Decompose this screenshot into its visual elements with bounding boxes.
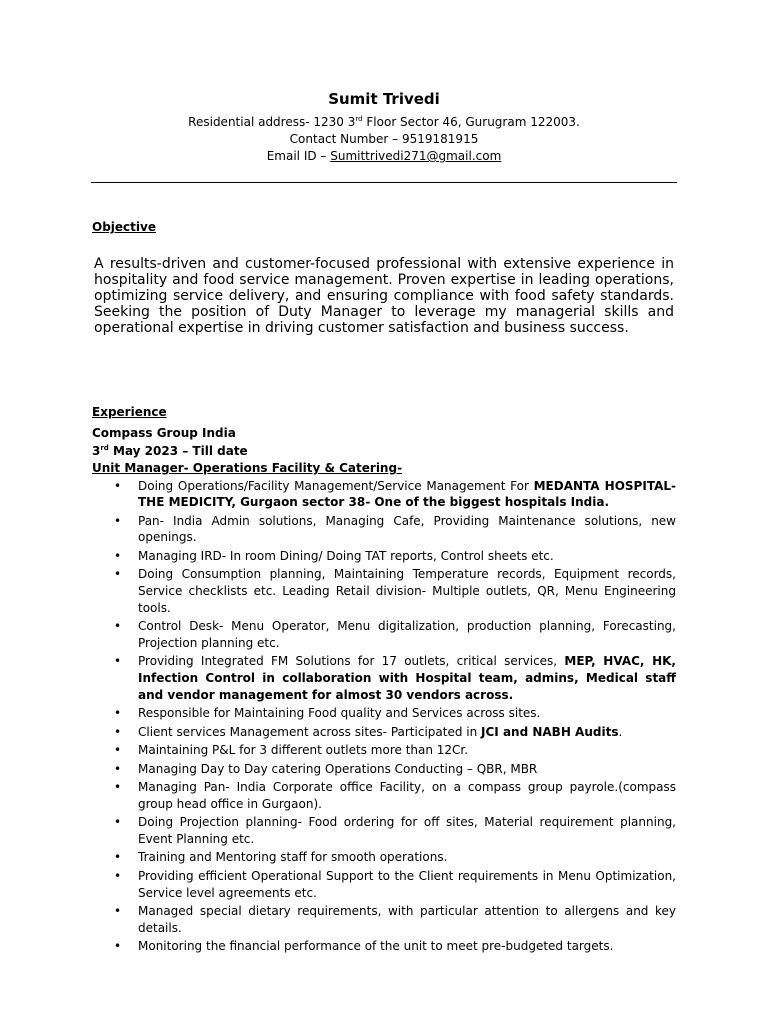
resume-header [0,90,768,165]
bullet-text: Doing Projection planning- Food ordering for off sites, Material requirement planning, Event Planning etc. [138,815,676,846]
bullet-icon: • [114,478,122,493]
bullet-text: Maintaining P&L for 3 different outlets more than 12Cr. [138,743,469,758]
email-link[interactable]: Sumittrivedi271@gmail.com [330,149,502,163]
bullet-icon: • [114,619,122,634]
bullet-icon: • [114,815,122,830]
contact-number: Contact Number – 9519181915 [289,132,479,146]
list-item [92,849,676,866]
bullet-icon: • [114,513,122,528]
bullet-text: Doing Operations/Facility Management/Service Management For [138,478,534,493]
list-item [92,478,676,512]
bullet-text: Pan- India Admin solutions, Managing Cafe, Providing Maintenance solutions, new openings. [138,513,676,545]
list-item [92,868,676,902]
list-item [92,618,676,652]
bullet-emphasis: JCI and NABH Audits [481,724,619,739]
company-name: Compass Group India [92,426,236,440]
experience-heading: Experience [92,405,167,419]
bullet-text: Managing Pan- India Corporate office Facility, on a compass group payrole.(compass group head office in Gurgaon). [138,779,676,811]
list-item [92,938,676,955]
bullet-text: Client services Management across sites- Participated in [138,724,482,739]
bullet-text: Monitoring the financial performance of the unit to meet pre-budgeted targets. [138,939,614,954]
bullet-icon: • [114,548,122,563]
employment-dates: 3rd May 2023 – Till date [92,443,248,458]
experience-block [92,425,676,957]
email-line: Email ID – Sumittrivedi271@gmail.com [266,149,502,163]
bullet-text: Control Desk- Menu Operator, Menu digitalization, production planning, Forecasting, Projection planning etc. [138,619,676,651]
bullet-text: Responsible for Maintaining Food quality and Services across sites. [138,706,541,721]
bullet-icon: • [114,724,122,739]
list-item [92,814,676,848]
bullet-text: Managing IRD- In room Dining/ Doing TAT reports, Control sheets etc. [138,548,554,563]
bullet-emphasis: MEDANTA HOSPITAL-THE MEDICITY, Gurgaon sector 38- One of the biggest hospitals India. [138,478,676,510]
bullet-icon: • [114,706,122,721]
list-item [92,779,676,813]
list-item [92,761,676,778]
bullet-emphasis: MEP, HVAC, HK, Infection Control in collaboration with Hospital team, admins, Medical staff and vendor management for almost 30 vendors across. [138,654,676,703]
bullet-text: Managed special dietary requirements, with particular attention to allergens and key details. [138,903,676,935]
bullet-icon: • [114,850,122,865]
list-item [92,742,676,759]
header-divider [91,182,677,183]
bullet-icon: • [114,868,122,883]
bullet-text: Managing Day to Day catering Operations Conducting – QBR, MBR [138,761,538,776]
list-item [92,566,676,616]
bullet-icon: • [114,567,122,582]
bullet-text-tail: . [618,724,623,739]
objective-heading: Objective [92,220,156,234]
bullet-text: Providing Integrated FM Solutions for 17 outlets, critical services, [138,654,565,669]
objective-text: A results-driven and customer-focused professional with extensive experience in hospitality and food service management. Proven expertise in leading operations, optimizing service delivery, and ensuring compliance with food safety standards. Seeking the position of Duty Manager to leverage my managerial skills and operational expertise in driving customer satisfaction and business success. [94,256,674,336]
bullet-icon: • [114,939,122,954]
bullet-text: Training and Mentoring staff for smooth operations. [138,850,448,865]
bullet-icon: • [114,761,122,776]
list-item [92,548,676,565]
bullet-icon: • [114,654,122,669]
candidate-name: Sumit Trivedi [328,90,440,108]
list-item [92,653,676,703]
bullet-icon: • [114,903,122,918]
residential-address: Residential address- 1230 3rd Floor Sector 46, Gurugram 122003. [188,115,580,129]
bullet-icon: • [114,779,122,794]
list-item [92,724,676,741]
job-role: Unit Manager- Operations Facility & Catering- [92,461,403,475]
bullet-text: Providing efficient Operational Support to the Client requirements in Menu Optimization, Service level agreements etc. [138,868,676,900]
list-item [92,903,676,937]
list-item [92,705,676,722]
list-item [92,513,676,547]
bullet-text: Doing Consumption planning, Maintaining Temperature records, Equipment records, Service checklists etc. Leading Retail division- Multiple outlets, QR, Menu Engineering tools. [138,567,676,615]
bullet-icon: • [114,743,122,758]
responsibility-list [92,478,676,955]
